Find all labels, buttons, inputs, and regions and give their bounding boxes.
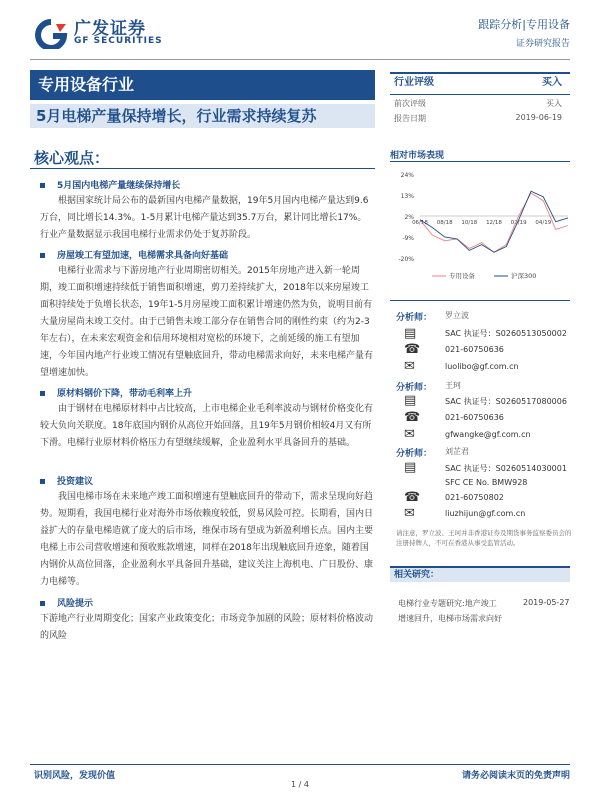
section-title-2: 房屋竣工有望加速，电梯需求具备向好基础 <box>40 248 228 261</box>
y-tick-label: 24% <box>400 172 414 179</box>
analyst-phone-1: 021-60750636 <box>445 345 504 354</box>
report-subtitle: 证券研究报告 <box>515 39 570 49</box>
id-card-icon: ▤ <box>404 460 417 475</box>
email-icon: ✉ <box>404 506 415 521</box>
email-icon: ✉ <box>404 427 415 442</box>
section-body-5: 下游地产行业周期变化；国家产业政策变化；市场竞争加剧的风险；原材料价格波动的风险 <box>40 614 374 641</box>
related-item-1[interactable]: 电梯行业专题研究:地产竣工 <box>398 599 497 608</box>
market-chart-divider <box>390 161 570 162</box>
analyst-email-3[interactable]: liuzhijun@gf.com.cn <box>445 509 526 518</box>
analyst-sac-3: SAC 执证号：S0260514030001 <box>445 464 567 473</box>
footer-slogan: 识别风险，发现价值 <box>34 771 116 781</box>
y-tick-label: 13% <box>400 193 414 200</box>
section-title-1: 5月国内电梯产量继续保持增长 <box>40 178 180 191</box>
analyst-phone-2: 021-60750636 <box>445 413 504 422</box>
x-tick-label: 10/18 <box>461 220 478 226</box>
logo-text-cn: 广发证券 <box>74 19 146 39</box>
legend-label-2: 沪深300 <box>511 272 537 280</box>
analyst-phone-3: 021-60750802 <box>445 493 504 502</box>
page-number: 1 / 4 <box>291 780 309 789</box>
y-tick-label: 2% <box>404 214 414 221</box>
section-body-3: 由于钢材在电梯原材料中占比较高，上市电梯企业毛利率波动与钢材价格变化有较大负向关联度。18年底国内钢价从高位开始回落，且19年5月钢价相较4月又有所下滑。电梯行业原材料价格压力有望继续缓解，企业盈利水平具备回升的基础。 <box>40 404 374 448</box>
related-research-title: 相关研究： <box>390 566 570 582</box>
report-type: 跟踪分析|专用设备 <box>478 18 570 31</box>
prev-rating-label: 前次评级 <box>394 99 426 108</box>
core-divider <box>30 168 375 169</box>
analyst-name-3: 刘芷君 <box>445 447 469 456</box>
phone-icon: ☎ <box>404 410 421 425</box>
id-card-icon: ▤ <box>404 393 417 408</box>
analyst-sac-2: SAC 执证号：S0260517080006 <box>445 397 567 406</box>
gf-logo-icon <box>34 19 68 49</box>
section-body-4: 我国电梯市场在未来地产竣工面积增速有望触底回升的带动下，需求呈现向好趋势。短期看，我国电梯行业对海外市场依赖度较低，贸易风险可控。长期看，国内日益扩大的存量电梯造就了庞大的后市场，维保市场有望成为新盈利增长点。国内主要电梯上市公司营收增速和预收账款增速，同样在2018年出现触底回升迹象，随着国内钢价从高位回落，企业盈利水平具备回升基础，建议关注上海机电、广日股份、康力电梯等。 <box>40 492 374 587</box>
analyst-email-2[interactable]: gfwangke@gf.com.cn <box>445 430 531 439</box>
header-divider <box>30 59 570 60</box>
analyst-label-3: 分析师： <box>396 449 433 459</box>
core-views-title: 核心观点： <box>34 149 110 167</box>
x-tick-label: 06/18 <box>412 220 428 226</box>
x-tick-label: 02/19 <box>510 220 527 226</box>
report-date-label: 报告日期 <box>394 114 426 123</box>
analyst-email-1[interactable]: luolibo@gf.com.cn <box>445 362 519 371</box>
prev-rating-value: 买入 <box>546 99 562 108</box>
report-date-value: 2019-06-19 <box>515 113 562 122</box>
section-body-1: 根据国家统计局公布的最新国内电梯产量数据，19年5月国内电梯产量达到9.6万台，同比增长14.3%。1-5月累计电梯产量达到35.7万台，累计同比增长17%。行业产量数据显示我国电梯行业需求仍处于复苏阶段。 <box>40 196 369 240</box>
rating-label: 行业评级 <box>394 77 434 88</box>
analyst-label-2: 分析师： <box>396 383 433 393</box>
related-item-2[interactable]: 增速回升，电梯市场需求向好 <box>398 614 502 623</box>
phone-icon: ☎ <box>404 342 421 357</box>
x-tick-label: 12/18 <box>486 220 502 226</box>
analyst-name-1: 罗立波 <box>445 311 469 320</box>
analyst-sac-1: SAC 执证号：S0260513050002 <box>445 329 567 338</box>
rating-header <box>390 72 570 95</box>
relative-performance-chart <box>392 168 570 286</box>
analyst-name-2: 王珂 <box>445 381 461 390</box>
email-icon: ✉ <box>404 359 415 374</box>
sector-title: 专用设备行业 <box>30 70 375 100</box>
analyst-divider <box>390 300 570 301</box>
analyst-sfc-3: SFC CE No. BMW928 <box>445 478 528 487</box>
footer-divider <box>30 764 570 765</box>
rating-value: 买入 <box>542 77 562 88</box>
section-title-5: 风险提示 <box>40 596 93 609</box>
section-title-4: 投资建议 <box>40 474 93 487</box>
phone-icon: ☎ <box>404 490 421 505</box>
related-item-1-date: 2019-05-27 <box>523 598 570 607</box>
analyst-label-1: 分析师： <box>396 313 433 323</box>
section-title-3: 原材料钢价下降，带动毛利率上升 <box>40 386 192 399</box>
x-tick-label: 08/18 <box>436 220 453 226</box>
id-card-icon: ▤ <box>404 326 417 341</box>
x-tick-label: 04/19 <box>535 220 552 226</box>
legend-label-1: 专用设备 <box>449 272 475 280</box>
market-chart-title: 相对市场表现 <box>390 151 445 161</box>
footer-disclaimer: 请务必阅读末页的免责声明 <box>461 771 570 781</box>
logo-text-en: GF SECURITIES <box>74 36 163 46</box>
report-headline: 5月电梯产量保持增长，行业需求持续复苏 <box>30 104 375 128</box>
report-date-row <box>394 113 566 124</box>
y-tick-label: -20% <box>398 256 414 263</box>
analyst-footnote: 请注意，罗立波、王珂并非香港证券及期货事务监察委员会的注册持牌人，不可在香港从事受监管活动。 <box>396 529 572 547</box>
section-body-2: 电梯行业需求与下游房地产行业周期密切相关。2015年房地产进入新一轮周期，竣工面积增速持续低于销售面积增速，剪刀差持续扩大，2018年以来房屋竣工面积持续处于负增长状态，19年1-5月房屋竣工面积累计增速仍然为负，说明目前有大量房屋尚未竣工交付。由于已销售未竣工部分存在销售合同的刚性约束（约为2-3年左右），在未来宏观资金和信用环境相对宽松的环境下，之前延缓的施工有望加速，今年国内地产行业竣工情况有望触底回升，带动电梯需求向好，未来电梯产量有望增速加快。 <box>40 266 374 378</box>
y-tick-label: -9% <box>402 235 414 242</box>
prev-rating-row <box>394 98 566 109</box>
